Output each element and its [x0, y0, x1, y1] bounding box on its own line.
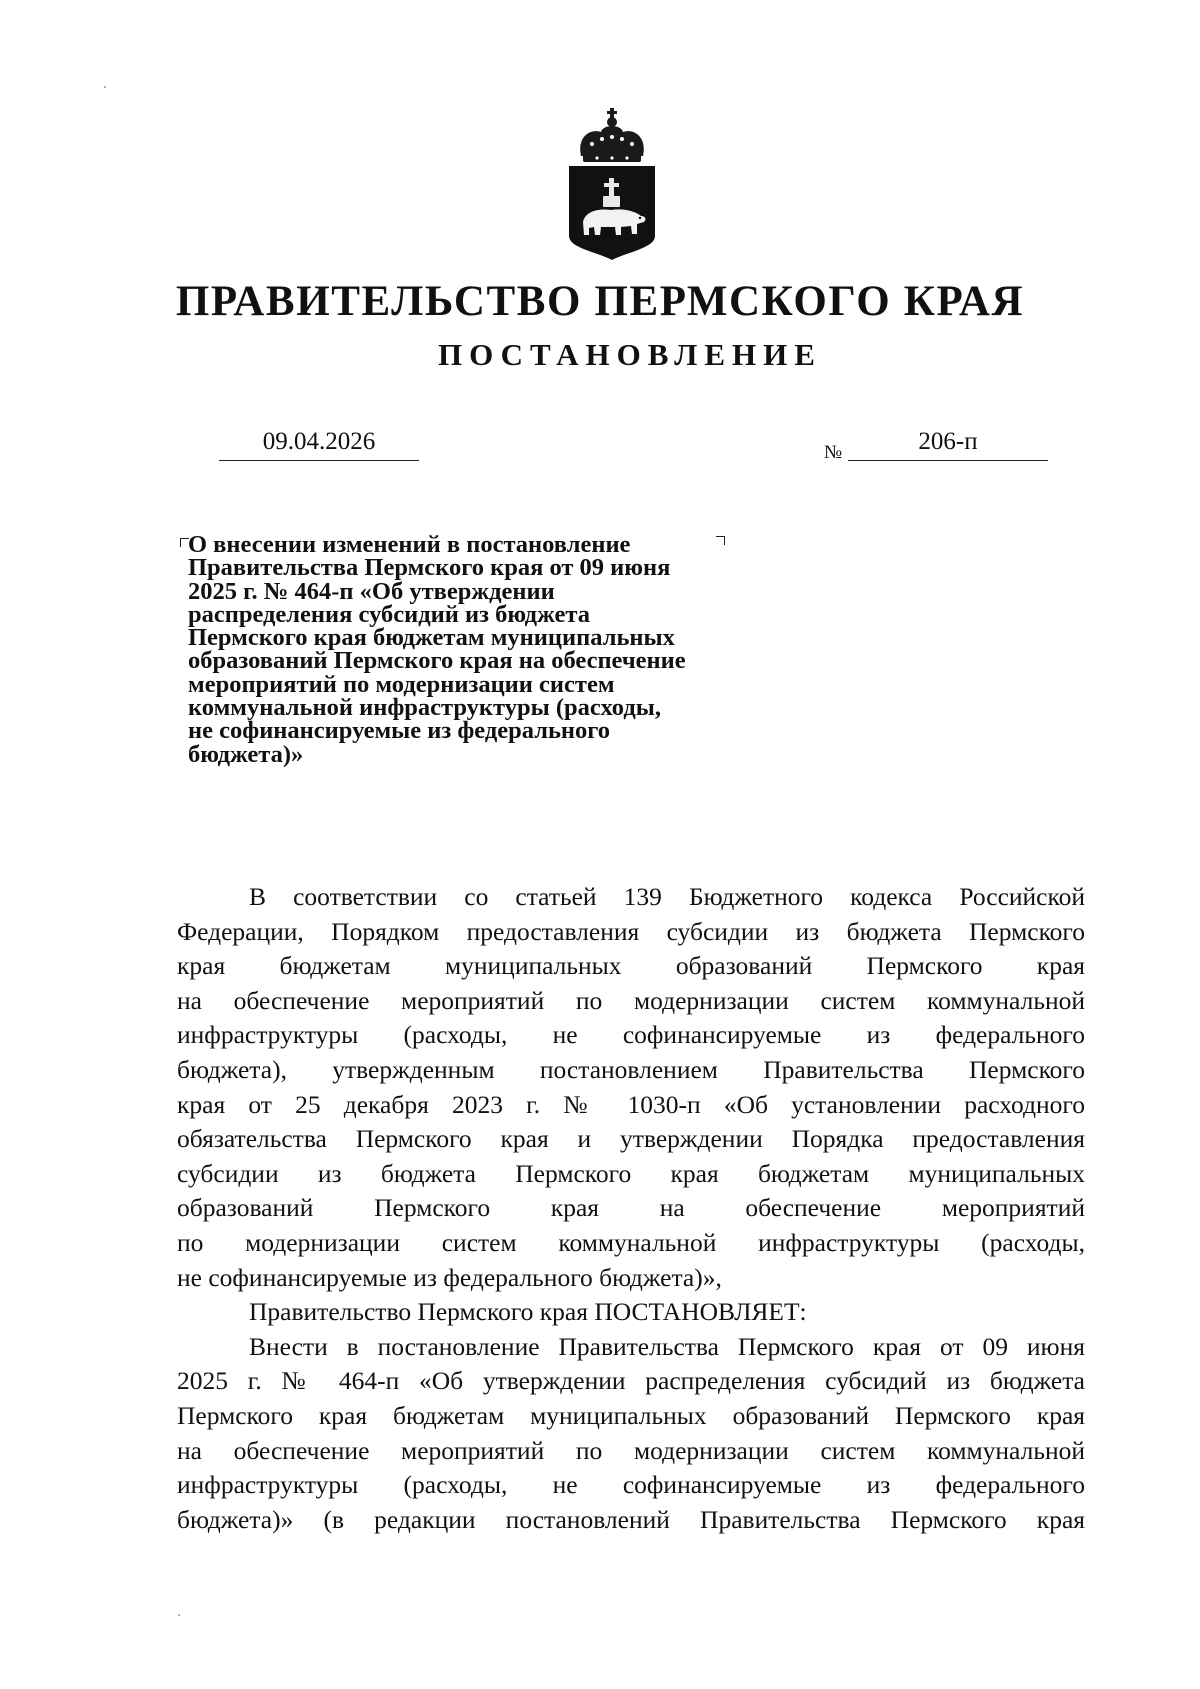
body-line: 2025 г. № 464-п «Об утверждении распределения субсидий из бюджета	[177, 1366, 1085, 1396]
government-title: ПРАВИТЕЛЬСТВО ПЕРМСКОГО КРАЯ	[175, 278, 1025, 325]
subject-line: Пермского края бюджетам муниципальных	[188, 624, 675, 652]
document-type-title: ПОСТАНОВЛЕНИЕ	[438, 337, 822, 372]
subject-line: коммунальной инфраструктуры (расходы,	[188, 694, 661, 722]
body-line: по модернизации систем коммунальной инфраструктуры (расходы,	[177, 1227, 1085, 1257]
body-line: не софинансируемые из федерального бюджета)»,	[177, 1262, 722, 1292]
subject-line: не софинансируемые из федерального	[188, 717, 611, 745]
body-line: обязательства Пермского края и утверждении Порядка предоставления	[177, 1124, 1085, 1154]
body-line: инфраструктуры (расходы, не софинансируемые из федерального	[177, 1020, 1085, 1050]
subject-line: мероприятий по модернизации систем	[188, 670, 615, 698]
body-line: края от 25 декабря 2023 г. № 1030-п «Об установлении расходного	[177, 1089, 1085, 1119]
perm-krai-coat-of-arms-icon	[567, 108, 657, 260]
body-line: на обеспечение мероприятий по модернизации систем коммунальной	[177, 1435, 1085, 1465]
subject-line: О внесении изменений в постановление	[188, 531, 631, 558]
body-line: субсидии из бюджета Пермского края бюджетам муниципальных	[177, 1158, 1085, 1188]
subject-line: Правительства Пермского края от 09 июня	[188, 554, 671, 582]
body-line: инфраструктуры (расходы, не софинансируемые из федерального	[177, 1470, 1085, 1500]
body-line: Федерации, Порядком предоставления субсидии из бюджета Пермского	[177, 916, 1085, 946]
document-body	[177, 880, 1085, 1537]
subject-line: 2025 г. № 464-п «Об утверждении	[188, 577, 555, 605]
body-paragraph-resolves	[177, 1295, 1085, 1330]
body-paragraph-amendment	[177, 1330, 1085, 1538]
body-line: бюджета)» (в редакции постановлений Правительства Пермского края	[177, 1504, 1085, 1534]
document-date: 09.04.2026	[219, 424, 419, 461]
scan-speck	[104, 86, 106, 88]
body-line: на обеспечение мероприятий по модернизации систем коммунальной	[177, 985, 1085, 1015]
body-line: Пермского края бюджетам муниципальных образований Пермского края	[177, 1400, 1085, 1430]
subject-line: распределения субсидий из бюджета	[188, 600, 590, 628]
document-subject	[188, 533, 788, 766]
body-paragraph-preamble	[177, 880, 1085, 1295]
body-line: бюджета), утвержденным постановлением Правительства Пермского	[177, 1054, 1085, 1084]
body-line: Правительство Пермского края ПОСТАНОВЛЯЕТ:	[249, 1297, 807, 1327]
number-sign: №	[824, 442, 843, 463]
subject-line: бюджета)»	[188, 740, 304, 768]
body-line: Внести в постановление Правительства Пермского края от 09 июня	[249, 1331, 1085, 1361]
document-number: 206-п	[848, 424, 1048, 461]
subject-line: образований Пермского края на обеспечение	[188, 647, 686, 675]
body-line: В соответствии со статьей 139 Бюджетного кодекса Российской	[249, 882, 1085, 911]
body-line: образований Пермского края на обеспечение мероприятий	[177, 1193, 1085, 1223]
scan-speck	[178, 1614, 180, 1616]
body-line: края бюджетам муниципальных образований Пермского края	[177, 951, 1085, 981]
